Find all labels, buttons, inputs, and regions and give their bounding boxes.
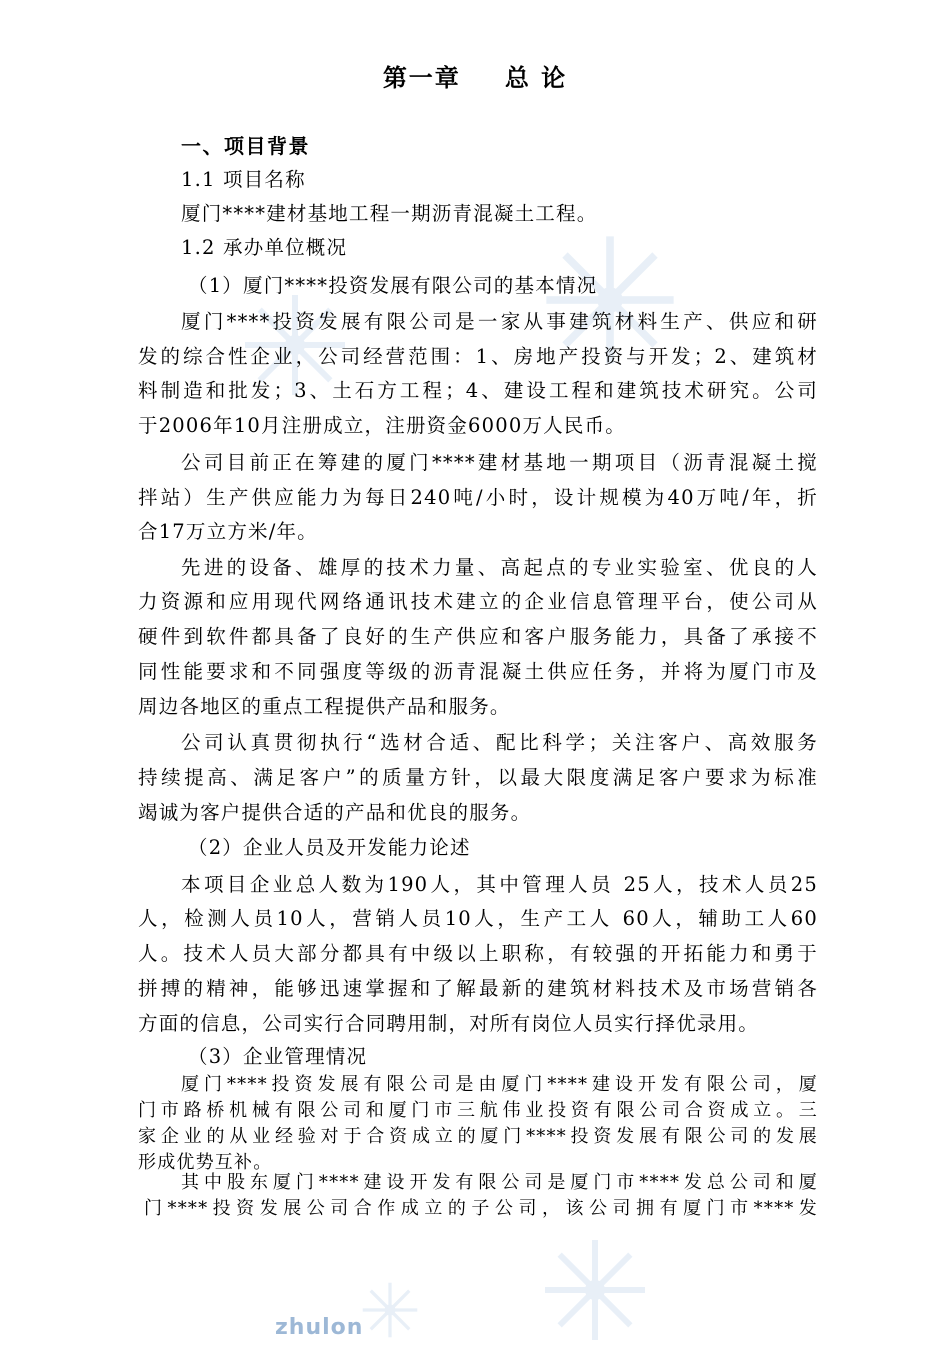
paragraph-line: 人，检测人员10人，营销人员10人，生产工人 60人，辅助工人60 [138, 907, 818, 930]
paragraph-line: 方面的信息，公司实行合同聘用制，对所有岗位人员实行择优录用。 [138, 1012, 760, 1035]
paragraph-line: 门市路桥机械有限公司和厦门市三航伟业投资有限公司合资成立。三 [138, 1100, 818, 1121]
paragraph-line: 料制造和批发；3、土石方工程；4、建设工程和建筑技术研究。公司 [138, 379, 818, 402]
subsection-heading: 1.2 承办单位概况 [181, 236, 348, 259]
watermark-logo-icon [540, 1235, 650, 1345]
paragraph-line: 合17万立方米/年。 [138, 520, 318, 543]
paragraph-line: 厦门****投资发展有限公司是由厦门****建设开发有限公司，厦 [181, 1074, 818, 1095]
paragraph-line: 先进的设备、雄厚的技术力量、高起点的专业实验室、优良的人 [181, 556, 818, 579]
project-name-text: 厦门****建材基地工程一期沥青混凝土工程。 [181, 202, 598, 225]
paragraph-line: 其中股东厦门****建设开发有限公司是厦门市****发总公司和厦 [181, 1172, 818, 1193]
paragraph-line: 公司认真贯彻执行“选材合适、配比科学；关注客户、高效服务 [181, 731, 818, 754]
paragraph-line: 硬件到软件都具备了良好的生产供应和客户服务能力，具备了承接不 [138, 625, 818, 648]
paragraph-line: 力资源和应用现代网络通讯技术建立的企业信息管理平台，使公司从 [138, 590, 818, 613]
paragraph-line: 持续提高、满足客户”的质量方针，以最大限度满足客户要求为标准 [138, 766, 818, 789]
paragraph-line: 公司目前正在筹建的厦门****建材基地一期项目（沥青混凝土搅 [181, 451, 818, 474]
paragraph-line: 厦门****投资发展有限公司是一家从事建筑材料生产、供应和研 [181, 310, 818, 333]
section-heading: 一、项目背景 [181, 134, 310, 158]
paragraph-line: 拌站）生产供应能力为每日240吨/小时，设计规模为40万吨/年，折 [138, 486, 818, 509]
paragraph-line: 家企业的从业经验对于合资成立的厦门****投资发展有限公司的发展 [138, 1126, 818, 1147]
subsection-heading: 1.1 项目名称 [181, 168, 306, 191]
paragraph-line: 周边各地区的重点工程提供产品和服务。 [138, 695, 511, 718]
paragraph-line: 本项目企业总人数为190人，其中管理人员 25人，技术人员25 [181, 873, 818, 896]
paragraph-line: 同性能要求和不同强度等级的沥青混凝土供应任务，并将为厦门市及 [138, 660, 818, 683]
paragraph-line: 人。技术人员大部分都具有中级以上职称，有较强的开拓能力和勇于 [138, 942, 818, 965]
paragraph-line: 发的综合性企业，公司经营范围：1、房地产投资与开发；2、建筑材 [138, 345, 818, 368]
chapter-name: 总 论 [504, 64, 568, 92]
paragraph-line: 拼搏的精神，能够迅速掌握和了解最新的建筑材料技术及市场营销各 [138, 977, 818, 1000]
chapter-number: 第一章 [382, 64, 461, 92]
watermark-text: zhulon [275, 1315, 364, 1340]
paragraph-line: 竭诚为客户提供合适的产品和优良的服务。 [138, 801, 532, 824]
item-heading: （1）厦门****投资发展有限公司的基本情况 [188, 274, 598, 297]
paragraph-line: 形成优势互补。 [138, 1152, 273, 1173]
watermark-logo-icon [360, 1280, 420, 1340]
chapter-title [0, 58, 950, 93]
item-heading: （3）企业管理情况 [188, 1045, 368, 1068]
paragraph-line: 门****投资发展公司合作成立的子公司，该公司拥有厦门市****发 [144, 1198, 818, 1219]
paragraph-line: 于2006年10月注册成立，注册资金6000万人民币。 [138, 414, 626, 437]
item-heading: （2）企业人员及开发能力论述 [188, 836, 471, 859]
